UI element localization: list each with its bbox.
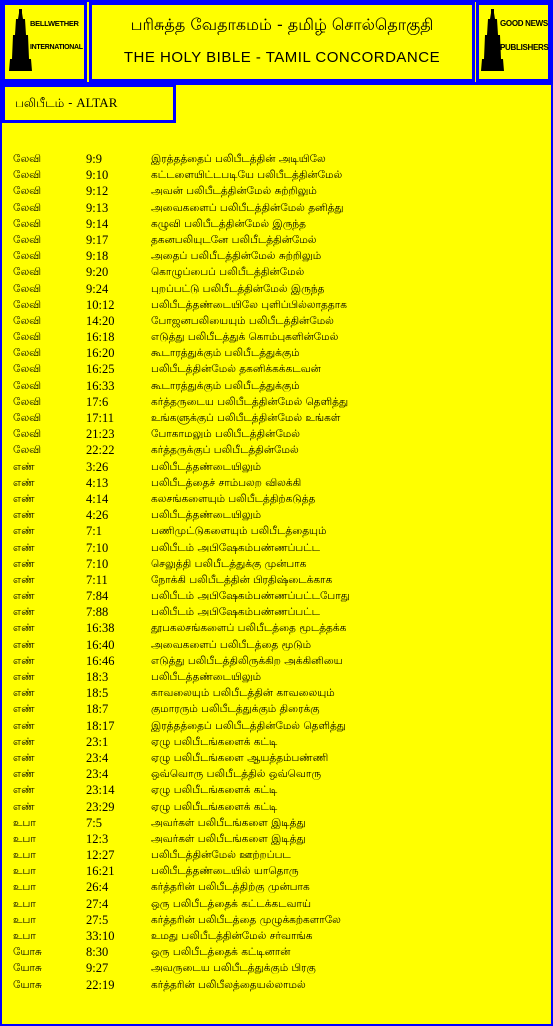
verse-text: கர்த்தரின் பலிபீலத்தையல்லாமல் [151,978,306,991]
book-name: லேவி [13,233,42,246]
verse-text: அதைப் பலிபீடத்தின்மேல் சுற்றிலும் [151,250,322,263]
verse-text: அவர்கள் பலிபீடங்களை இடித்து [151,832,306,845]
title-english: THE HOLY BIBLE - TAMIL CONCORDANCE [123,49,441,66]
verse-reference: 10:12 [86,297,115,312]
verse-text: அவைகளைப் பலிபீடத்தின்மேல் தனித்து [151,201,344,214]
book-name: எண் [13,638,35,651]
verse-text: செலுத்தி பலிபீடத்துக்கு முன்பாக [151,557,307,570]
headword-box [2,84,176,123]
verse-reference: 27:4 [86,896,109,911]
verse-reference: 9:24 [86,281,109,296]
verse-reference: 7:10 [86,540,109,555]
book-name: எண் [13,654,35,667]
verse-text: பலிபீடத்தைச் சாம்பலற விலக்கி [151,476,302,489]
verse-reference: 22:19 [86,977,115,992]
book-name: எண் [13,573,35,586]
book-name: லேவி [13,331,42,344]
verse-reference: 16:46 [86,653,115,668]
book-name: லேவி [13,185,42,198]
book-name: லேவி [13,266,42,279]
verse-text: பலிபீடத்தண்டையிலும் [151,671,262,683]
book-name: எண் [13,703,35,716]
verse-reference: 21:23 [86,427,115,442]
book-name: லேவி [13,217,42,230]
headword-separator: - [64,96,77,110]
verse-reference: 8:30 [86,945,109,960]
verse-text: தூபகலசங்களைப் பலிபீடத்தை மூடத்தக்க [151,622,347,635]
verse-reference: 23:14 [86,783,115,798]
book-name: எண் [13,557,35,570]
verse-text: கர்த்தரின் பலிபீடத்திற்கு முன்பாக [151,881,310,894]
book-name: எண் [13,671,35,683]
verse-text: கழுவி பலிபீடத்தின்மேல் இருந்த [151,217,306,230]
book-name: லேவி [13,363,42,376]
verse-text: ஏழு பலிபீடங்களைக் கட்டி [151,784,278,797]
verse-reference: 9:10 [86,168,109,183]
headword [15,95,117,112]
book-name: லேவி [13,250,42,263]
verse-text: எடுத்து பலிபீடத்திலிருக்கிற அக்கினியை [151,654,343,667]
verse-reference: 4:26 [86,508,109,523]
book-name: எண் [13,800,35,813]
book-name: எண் [13,784,35,797]
verse-text: குமாரரும் பலிபீடத்துக்கும் திரைக்கு [151,703,320,716]
verse-reference: 16:20 [86,346,115,361]
verse-reference: 9:20 [86,265,109,280]
bellwether-logo [2,2,87,82]
good-news-logo [476,2,551,82]
verse-text: ஒரு பலிபீடத்தைக் கட்டினான் [151,946,291,959]
headword-english: ALTAR [76,95,118,110]
logo-line2: PUBLISHERS [500,43,549,52]
book-name: யோசு [13,962,42,975]
title-tamil: பரிசுத்த வேதாகமம் - தமிழ் சொல்தொகுதி [130,15,434,34]
logo-line2: INTERNATIONAL [30,44,83,51]
book-name: எண் [13,768,35,781]
book-name: எண் [13,735,35,748]
verse-text: பலிபீடத்தின்மேல் ஊற்றப்பட [151,849,291,862]
book-name: லேவி [13,314,42,327]
book-name: உபா [13,913,36,926]
verse-text: இரத்தத்தைப் பலிபீடத்தின் அடியிலே [151,153,326,165]
verse-text: போகாமலும் பலிபீடத்தின்மேல் [151,428,300,441]
verse-reference: 7:11 [86,572,108,587]
verse-text: பலிபீடத்தண்டையில் யாதொரு [151,865,299,878]
verse-reference: 7:88 [86,605,109,620]
verse-reference: 9:27 [86,961,109,976]
verse-reference: 16:21 [86,864,115,879]
verse-text: பலிபீடத்தண்டையிலே புளிப்பில்லாததாக [151,298,347,311]
verse-reference: 23:4 [86,767,109,782]
verse-reference: 17:11 [86,411,115,425]
verse-text: அவைகளைப் பலிபீடத்தை மூடும் [151,638,312,651]
book-name: லேவி [13,428,42,441]
verse-text: ஒரு பலிபீடத்தைக் கட்டக்கடவாய் [151,897,311,910]
book-name: எண் [13,541,35,554]
verse-text: உங்களுக்குப் பலிபீடத்தின்மேல் உங்கள் [151,412,341,424]
book-name: எண் [13,590,35,603]
verse-reference: 9:9 [86,152,102,166]
book-name: எண் [13,719,35,732]
book-name: யோசு [13,946,42,959]
verse-reference: 16:38 [86,621,115,636]
book-name: உபா [13,832,36,845]
verse-text: பலிபீடம் அபிஷேகம்பண்ணப்பட்ட [151,541,320,554]
verse-text: நோக்கி பலிபீடத்தின் பிரதிஷ்டைக்காக [151,573,333,586]
verse-reference: 4:13 [86,475,109,490]
title-box [89,2,475,82]
verse-text: ஏழு பலிபீடங்களைக் கட்டி [151,800,278,813]
verse-text: புறப்பட்டு பலிபீடத்தின்மேல் இருந்த [151,282,325,295]
logo-line1: GOOD NEWS [500,19,548,28]
verse-reference: 23:1 [86,734,109,749]
verse-text: கூடாரத்துக்கும் பலிபீடத்துக்கும் [151,379,300,392]
verse-text: பலிபீடத்தண்டையிலும் [151,460,262,473]
book-name: லேவி [13,412,42,424]
book-name: உபா [13,865,36,878]
verse-text: பலிபீடத்தண்டையிலும் [151,509,262,522]
verse-text: கூடாரத்துக்கும் பலிபீடத்துக்கும் [151,347,300,360]
book-name: லேவி [13,444,42,457]
verse-reference: 16:18 [86,330,115,345]
verse-reference: 26:4 [86,880,109,895]
verse-text: காவலையும் பலிபீடத்தின் காவலையும் [151,687,335,700]
verse-reference: 9:12 [86,184,109,199]
verse-text: கட்டளையிட்டபடியே பலிபீடத்தின்மேல் [151,169,343,182]
verse-text: பலிபீடம் அபிஷேகம்பண்ணப்பட்டபோது [151,590,350,603]
book-name: லேவி [13,169,42,182]
verse-reference: 3:26 [86,459,109,474]
verse-text: பலிபீடம் அபிஷேகம்பண்ணப்பட்ட [151,606,320,619]
verse-reference: 16:33 [86,378,115,393]
verse-reference: 18:17 [86,718,115,733]
book-name: எண் [13,492,35,505]
book-name: எண் [13,476,35,489]
verse-reference: 14:20 [86,313,115,328]
verse-reference: 7:10 [86,556,109,571]
verse-text: இரத்தத்தைப் பலிபீடத்தின்மேல் தெளித்து [151,719,346,732]
verse-text: கர்த்தருக்குப் பலிபீடத்தின்மேல் [151,444,299,457]
book-name: எண் [13,606,35,619]
verse-reference: 18:3 [86,670,109,684]
tower-icon [5,5,84,79]
verse-text: உமது பலிபீடத்தின்மேல் சர்வாங்க [151,930,313,942]
verse-text: அவருடைய பலிபீடத்துக்கும் பிரகு [151,962,316,975]
book-name: எண் [13,622,35,635]
verse-reference: 16:40 [86,637,115,652]
verse-text: கர்த்தரின் பலிபீடத்தை முழுக்கற்களாலே [151,913,341,926]
book-name: எண் [13,751,35,764]
verse-reference: 17:6 [86,394,109,409]
book-name: லேவி [13,379,42,392]
headword-tamil: பலிபீடம் [15,96,65,110]
verse-text: ஒவ்வொரு பலிபீடத்தில் ஒவ்வொரு [151,768,322,781]
verse-reference: 16:25 [86,362,115,377]
verse-text: அவர்கள் பலிபீடங்களை இடித்து [151,816,306,829]
book-name: எண் [13,687,35,700]
verse-reference: 12:3 [86,831,109,846]
book-name: எண் [13,525,35,538]
book-name: உபா [13,849,36,862]
book-name: லேவி [13,153,42,165]
book-name: லேவி [13,298,42,311]
verse-text: தகனபலியுடனே பலிபீடத்தின்மேல் [151,233,317,246]
verse-reference: 23:4 [86,750,109,765]
verse-text: பலிபீடத்தின்மேல் தகனிக்கக்கடவன் [151,363,321,376]
verse-reference: 23:29 [86,799,115,814]
book-name: எண் [13,460,35,473]
verse-reference: 7:84 [86,589,109,604]
verse-text: கொழுப்பைப் பலிபீடத்தின்மேல் [151,266,305,279]
verse-text: அவன் பலிபீடத்தின்மேல் சுற்றிலும் [151,185,317,198]
book-name: லேவி [13,282,42,295]
book-name: லேவி [13,395,42,408]
verse-text: ஏழு பலிபீடங்களை ஆயத்தம்பண்ணி [151,751,329,764]
book-name: உபா [13,897,36,910]
verse-reference: 18:5 [86,686,109,701]
tower-icon [479,5,548,79]
book-name: லேவி [13,347,42,360]
verse-reference: 22:22 [86,443,115,458]
verse-text: கர்த்தருடைய பலிபீடத்தின்மேல் தெளித்து [151,395,349,408]
verse-reference: 9:18 [86,249,109,264]
verse-text: பணிமுட்டுகளையும் பலிபீடத்தையும் [151,525,327,538]
verse-text: போஜனபலியையும் பலிபீடத்தின்மேல் [151,314,334,327]
book-name: உபா [13,930,36,942]
verse-reference: 9:17 [86,232,109,247]
verse-reference: 4:14 [86,491,109,506]
book-name: லேவி [13,201,42,214]
book-name: உபா [13,816,36,829]
verse-reference: 33:10 [86,929,115,943]
verse-reference: 9:14 [86,216,109,231]
book-name: யோசு [13,978,42,991]
verse-text: எடுத்து பலிபீடத்துக் கொம்புகளின்மேல் [151,331,339,344]
verse-reference: 27:5 [86,912,109,927]
verse-reference: 12:27 [86,848,115,863]
verse-reference: 7:5 [86,815,102,830]
verse-reference: 18:7 [86,702,109,717]
verse-text: ஏழு பலிபீடங்களைக் கட்டி [151,735,278,748]
verse-reference: 7:1 [86,524,102,539]
logo-line1: BELLWETHER [30,19,79,28]
book-name: உபா [13,881,36,894]
book-name: எண் [13,509,35,522]
verse-reference: 9:13 [86,200,109,215]
verse-text: கலசங்களையும் பலிபீடத்திற்கடுத்த [151,492,316,505]
